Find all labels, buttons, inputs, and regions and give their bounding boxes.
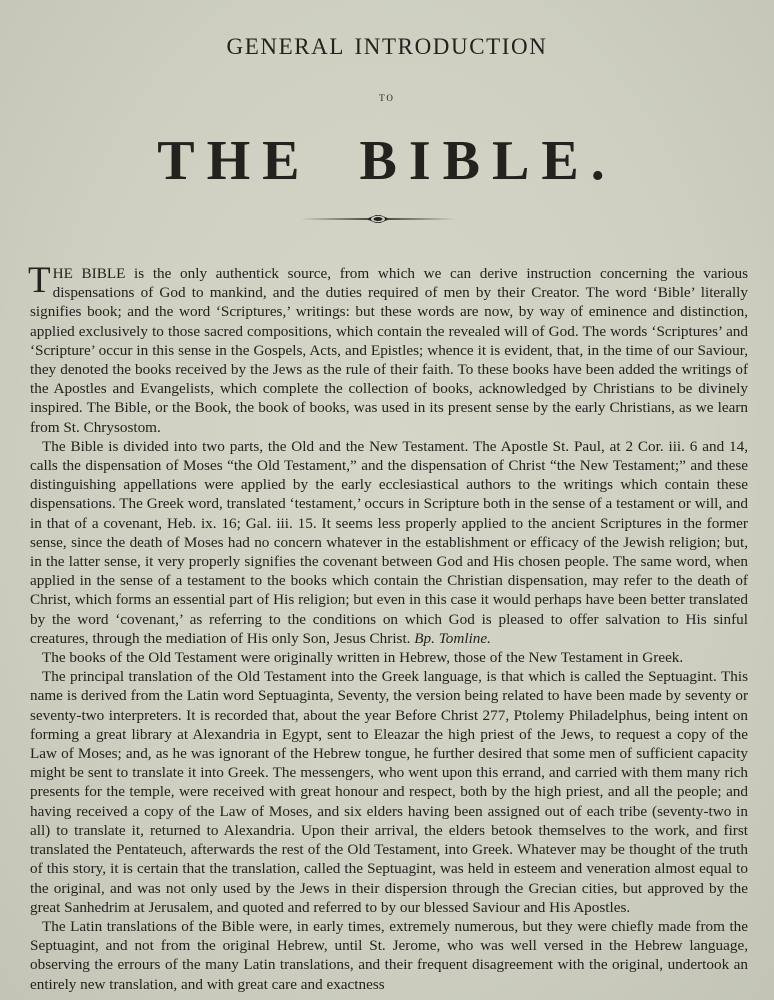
paragraph-1-text: HE BIBLE is the only authentick source, from which we can derive instruction concerning the various dispensations of God to mankind, and the duties required of men by their Creator. The word ‘Bible’ literally signifies book; and the word ‘Scriptures,’ writings: but these words are now, by way of eminence and distinction, applied exclusively to those sacred compositions, which contain the revealed will of God. The words ‘Scriptures’ and ‘Scripture’ occur in this sense in the Gospels, Acts, and Epistles; whence it is evident, that, in the time of our Saviour, they denoted the books received by the Jews as the rule of their faith. To these books have been added the writings of the Apostles and Evangelists, which complete the collection of books, acknowledged by Christians to be divinely inspired. The Bible, or the Book, the book of books, was used in its present sense by the early Christians, as we learn from St. Chrysostom. [30,265,748,436]
heading-the-bible: THE BIBLE. [157,130,617,192]
drop-cap: T [28,260,51,301]
paragraph-4 [30,667,748,917]
paragraph-2-text: The Bible is divided into two parts, the Old and the New Testament. The Apostle St. Paul, at 2 Cor. iii. 6 and 14, calls the dispensation of Moses “the Old Testament,” and the dispensation of Christ “the New Testament;” and these distinguishing appellations were applied by the early ecclesiastical authors to the writings which contain these dispensations. The Greek word, translated ‘testament,’ occurs in Scripture both in the sense of a testament or will, and in that of a covenant, Heb. ix. 16; Gal. iii. 15. It seems less properly applied to the ancient Scriptures in the former sense, since the death of Moses had no concern whatever in the establishment or efficacy of the Jewish religion; but, in the latter sense, it very properly signifies the covenant between God and His chosen people. The same word, when applied in the sense of a testament to the books which contain the Christian dispensation, may refer to the death of Christ, which forms an essential part of His religion; but even in this case it would perhaps have been better translated by the word ‘covenant,’ as referring to the conditions on which God is pleased to offer salvation to His sinful creatures, through the mediation of His only Son, Jesus Christ. [30,437,748,647]
body-text [28,260,748,994]
paragraph-3-text: The books of the Old Testament were originally written in Hebrew, those of the New Testament in Greek. [42,649,684,667]
ornamental-rule-icon [298,212,458,226]
heading-general-introduction: GENERAL INTRODUCTION [226,34,548,59]
paragraph-4-text: The principal translation of the Old Testament into the Greek language, is that which is called the Septuagint. This name is derived from the Latin word Septuaginta, Seventy, the version being related to have been made by seventy or seventy-two interpreters. It is recorded that, about the year Before Christ 277, Ptolemy Philadelphus, being intent on forming a great library at Alexandria in Egypt, sent to Eleazar the high priest of the Jews, to request a copy of the Law of Moses; and, as he was ignorant of the Hebrew tongue, he further desired that some men of sufficient capacity might be sent to translate it into Greek. The messengers, who went upon this errand, and carried with them many rich presents for the temple, were received with great honour and respect, both by the high priest, and all the people; and having received a copy of the Law of Moses, and six elders having been assigned out of each tribe (seventy-two in all) to translate it, returned to Alexandria. Upon their arrival, the elders betook themselves to the work, and first translated the Pentateuch, afterwards the rest of the Old Testament, into Greek. Whatever may be thought of the truth of this story, it is certain that the translation, called the Septuagint, was held in esteem and veneration almost equal to the original, and was not only used by the Jews in their dispersion through the Grecian cities, but approved by the great Sanhedrim at Jerusalem, and quoted and referred to by our blessed Saviour and His Apostles. [30,668,748,916]
paragraph-5 [30,917,748,994]
paragraph-2 [30,437,748,648]
paragraph-3 [30,648,748,667]
paragraph-1 [28,260,748,437]
signature-tomline: Bp. Tomline. [414,629,491,647]
paragraph-5-text: The Latin translations of the Bible were, in early times, extremely numerous, but they were chiefly made from the Septuagint, and not from the original Hebrew, until St. Jerome, who was well versed in the Hebrew language, observing the errours of the many Latin translations, and their frequent disagreement with the original, undertook an entirely new translation, and with great care and exactness [30,917,748,993]
heading-to: TO [379,93,395,103]
